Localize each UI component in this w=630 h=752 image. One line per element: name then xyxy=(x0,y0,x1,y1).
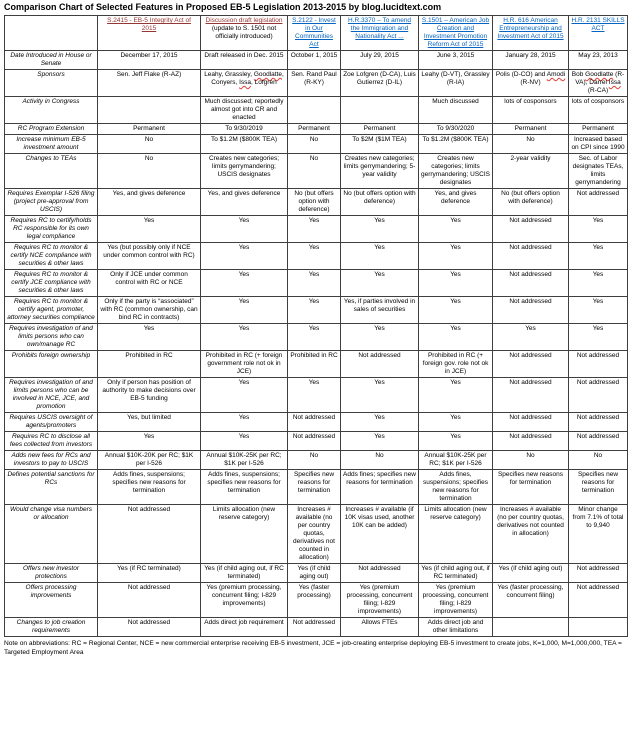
data-cell: No xyxy=(288,154,341,189)
data-cell: Increases # available (if 10K visas used, another 10K can be added) xyxy=(341,505,419,564)
data-cell: Creates new categories; limits gerrymandering; 5-year validity xyxy=(341,154,419,189)
table-row xyxy=(5,297,628,324)
data-cell: Yes (if RC terminated) xyxy=(98,564,201,583)
data-cell: Yes xyxy=(569,270,628,297)
data-cell: Not addressed xyxy=(493,297,569,324)
data-cell: Yes xyxy=(201,270,288,297)
table-row xyxy=(5,135,628,154)
corner-cell xyxy=(5,16,98,51)
row-label-cell: Requires RC to disclose all fees collected from investors xyxy=(5,432,98,451)
data-cell: Permanent xyxy=(493,124,569,135)
data-cell: Sec. of Labor designates TEAs, limits gerrymandering xyxy=(569,154,628,189)
row-label-cell: Requires RC to certify/holds RC responsible for its own legal compliance xyxy=(5,216,98,243)
row-label-cell: Changes to TEAs xyxy=(5,154,98,189)
header-row xyxy=(5,16,628,51)
data-cell: Yes xyxy=(98,216,201,243)
data-cell: Yes (faster processing) xyxy=(288,583,341,618)
data-cell: Yes xyxy=(201,216,288,243)
table-row xyxy=(5,324,628,351)
data-cell: To 9/30/2020 xyxy=(419,124,493,135)
data-cell: lots of cosponsors xyxy=(493,97,569,124)
data-cell: 2-year validity xyxy=(493,154,569,189)
data-cell: Only if person has position of authority to make decisions over EB-5 funding xyxy=(98,378,201,413)
data-cell: Adds direct job requirement xyxy=(201,618,288,637)
data-cell: Yes xyxy=(341,432,419,451)
legislation-header-cell xyxy=(341,16,419,51)
data-cell: Not addressed xyxy=(569,432,628,451)
legislation-link[interactable]: Discussion draft legislation xyxy=(205,17,283,24)
row-label-cell: Adds new fees for RCs and investors to pay to USCIS xyxy=(5,451,98,470)
row-label-cell: Sponsors xyxy=(5,70,98,97)
abbreviations-note: Note on abbreviations: RC = Regional Center, NCE = new commercial enterprise receiving EB-5 investment, JCE = job-creating enterprise deploying EB-5 investment to create jobs, K=1,000, M=1,000,000, TEA = Targeted Employment Area xyxy=(4,640,622,656)
data-cell: Yes xyxy=(569,297,628,324)
data-cell: Bob Goodlatte (R-VA), Darrel Issa (R-CA) xyxy=(569,70,628,97)
data-cell: Yes xyxy=(288,324,341,351)
data-cell: Not addressed xyxy=(493,216,569,243)
data-cell: lots of cosponsors xyxy=(569,97,628,124)
data-cell: Yes xyxy=(341,243,419,270)
legislation-header-cell xyxy=(201,16,288,51)
data-cell: To $1.2M ($800K TEA) xyxy=(419,135,493,154)
row-label-cell: Requires Exemplar I-526 filing (project pre-approval from USCIS) xyxy=(5,189,98,216)
row-label-cell: Offers processing improvements xyxy=(5,583,98,618)
data-cell xyxy=(493,618,569,637)
legislation-link[interactable]: H.R. 616 American Entrepreneurship and Investment Act of 2015 xyxy=(497,17,564,40)
data-cell: Limits allocation (new reserve category) xyxy=(201,505,288,564)
row-label-cell: Date Introduced in House or Senate xyxy=(5,51,98,70)
data-cell: Sen. Rand Paul (R-KY) xyxy=(288,70,341,97)
row-label-cell: Defines potential sanctions for RCs xyxy=(5,470,98,505)
data-cell: Yes xyxy=(419,243,493,270)
data-cell: Yes xyxy=(201,297,288,324)
data-cell: Yes xyxy=(341,270,419,297)
data-cell: No xyxy=(493,451,569,470)
data-cell: Increases # available (no per country quotas, derivatives not counted in allocation) xyxy=(493,505,569,564)
data-cell: Yes xyxy=(201,378,288,413)
legislation-header-cell xyxy=(98,16,201,51)
row-label-cell: RC Program Extension xyxy=(5,124,98,135)
data-cell: No xyxy=(341,451,419,470)
data-cell: Specifies new reasons for termination xyxy=(288,470,341,505)
legislation-header-cell xyxy=(569,16,628,51)
data-cell: Prohibited in RC (+ foreign gov. role not ok in JCE) xyxy=(419,351,493,378)
table-row xyxy=(5,189,628,216)
data-cell: Adds fines; specifies new reasons for termination xyxy=(341,470,419,505)
data-cell: Yes xyxy=(419,297,493,324)
data-cell: Yes (if child aging out) xyxy=(288,564,341,583)
data-cell: Yes xyxy=(419,324,493,351)
data-cell: Not addressed xyxy=(493,270,569,297)
data-cell: Yes xyxy=(419,270,493,297)
data-cell: Yes, but limited xyxy=(98,413,201,432)
data-cell: No xyxy=(288,451,341,470)
header-note: (update to S. 1501 not officially introduced) xyxy=(211,25,277,40)
data-cell: Much discussed; reportedly almost got into CR and enacted xyxy=(201,97,288,124)
row-label-cell: Changes to job creation requirements xyxy=(5,618,98,637)
data-cell: No xyxy=(569,451,628,470)
data-cell: Polis (D-CO) and Amodi (R-NV) xyxy=(493,70,569,97)
data-cell: Adds fines, suspensions; specifies new reasons for termination xyxy=(419,470,493,505)
data-cell: Yes xyxy=(288,243,341,270)
data-cell: No xyxy=(98,135,201,154)
data-cell: Only if the party is “associated” with RC (common ownership, can bind RC in contracts) xyxy=(98,297,201,324)
data-cell: Yes (but possibly only if NCE under common control with RC) xyxy=(98,243,201,270)
data-cell: Not addressed xyxy=(493,432,569,451)
data-cell: Yes (premium processing, concurrent filing; I-829 improvements) xyxy=(201,583,288,618)
data-cell: Specifies new reasons for termination xyxy=(493,470,569,505)
data-cell: Not addressed xyxy=(493,351,569,378)
data-cell: Not addressed xyxy=(569,564,628,583)
data-cell: Yes xyxy=(569,324,628,351)
data-cell: Zoe Lofgren (D-CA), Luis Gutierrez (D-IL) xyxy=(341,70,419,97)
table-row xyxy=(5,51,628,70)
row-label-cell: Would change visa numbers or allocation xyxy=(5,505,98,564)
data-cell: Yes, and gives deference xyxy=(201,189,288,216)
data-cell: Yes (if child aging out, if RC terminated) xyxy=(419,564,493,583)
legislation-link[interactable]: S.2122 - Invest in Our Communities Act xyxy=(292,17,336,48)
data-cell: Yes xyxy=(201,432,288,451)
data-cell: Yes xyxy=(419,432,493,451)
data-cell: Allows FTEs xyxy=(341,618,419,637)
row-label-cell: Requires RC to monitor & certify JCE compliance with securities & other laws xyxy=(5,270,98,297)
data-cell xyxy=(98,97,201,124)
data-cell: Not addressed xyxy=(288,618,341,637)
data-cell: Leahy (D-VT), Grassley (R-IA) xyxy=(419,70,493,97)
data-cell: Not addressed xyxy=(98,583,201,618)
data-cell: Yes xyxy=(569,243,628,270)
data-cell: Annual $10K-25K per RC; $1K per I-526 xyxy=(201,451,288,470)
data-cell: Permanent xyxy=(569,124,628,135)
data-cell: December 17, 2015 xyxy=(98,51,201,70)
legislation-link[interactable]: H.R. 2131 SKILLS ACT xyxy=(571,17,625,32)
legislation-link[interactable]: H.R.3370 – To amend the Immigration and Nationality Act ... xyxy=(347,17,412,40)
data-cell: Not addressed xyxy=(288,413,341,432)
data-cell: Not addressed xyxy=(569,189,628,216)
data-cell: Yes xyxy=(341,216,419,243)
table-row xyxy=(5,470,628,505)
data-cell: Increased based on CPI since 1990 xyxy=(569,135,628,154)
data-cell: Yes xyxy=(201,324,288,351)
data-cell: Creates new categories; limits gerrymandering; USCIS designates xyxy=(201,154,288,189)
data-cell: Yes xyxy=(419,216,493,243)
page-title: Comparison Chart of Selected Features in Proposed EB-5 Legislation 2013-2015 by blog.lucidtext.com xyxy=(4,2,442,12)
data-cell: June 3, 2015 xyxy=(419,51,493,70)
table-row xyxy=(5,216,628,243)
data-cell: Yes xyxy=(341,324,419,351)
legislation-header-cell xyxy=(288,16,341,51)
data-cell: Yes xyxy=(419,413,493,432)
row-label-cell: Activity in Congress xyxy=(5,97,98,124)
row-label-cell: Requires investigation of and limits persons who can be involved in NCE, JCE, and promotion xyxy=(5,378,98,413)
table-row xyxy=(5,432,628,451)
data-cell: Adds fines, suspensions; specifies new reasons for termination xyxy=(98,470,201,505)
data-cell: No xyxy=(98,154,201,189)
spellcheck-underline: Goodlatte xyxy=(585,71,614,78)
data-cell: Increases # available (no per country quotas, derivatives not counted in allocation) xyxy=(288,505,341,564)
data-cell: Not addressed xyxy=(493,413,569,432)
data-cell: To 9/30/2019 xyxy=(201,124,288,135)
data-cell: No xyxy=(493,135,569,154)
data-cell: Not addressed xyxy=(493,378,569,413)
data-cell: Permanent xyxy=(288,124,341,135)
data-cell: July 29, 2015 xyxy=(341,51,419,70)
comparison-table-body xyxy=(5,16,628,637)
table-row xyxy=(5,154,628,189)
row-label-cell: Requires USCIS oversight of agents/promoters xyxy=(5,413,98,432)
table-row xyxy=(5,413,628,432)
data-cell: Prohibited in RC xyxy=(98,351,201,378)
table-row xyxy=(5,451,628,470)
comparison-table xyxy=(4,15,628,637)
data-cell: No (but offers option with deference) xyxy=(341,189,419,216)
table-row xyxy=(5,70,628,97)
data-cell: Yes xyxy=(288,216,341,243)
data-cell: Not addressed xyxy=(341,351,419,378)
table-row xyxy=(5,378,628,413)
data-cell: Yes xyxy=(341,413,419,432)
table-row xyxy=(5,618,628,637)
data-cell: Yes xyxy=(341,378,419,413)
data-cell: Annual $10K-25K per RC; $1K per I-526 xyxy=(419,451,493,470)
data-cell: Leahy, Grassley, Goodlatte, Conyers, Issa, Lofgren xyxy=(201,70,288,97)
data-cell: Not addressed xyxy=(569,378,628,413)
data-cell: Yes, and gives deference xyxy=(419,189,493,216)
data-cell: Yes, if parties involved in sales of securities xyxy=(341,297,419,324)
data-cell xyxy=(288,97,341,124)
row-label-cell: Offers new investor protections xyxy=(5,564,98,583)
data-cell: No (but offers option with deference) xyxy=(288,189,341,216)
data-cell: Minor change from 7.1% of total to 9,940 xyxy=(569,505,628,564)
data-cell: Prohibited in RC xyxy=(288,351,341,378)
data-cell: Not addressed xyxy=(288,432,341,451)
data-cell: To $2M ($1M TEA) xyxy=(341,135,419,154)
legislation-link[interactable]: S.1501 – American Job Creation and Investment Promotion Reform Act of 2015 xyxy=(421,17,490,48)
spellcheck-underline: Amodi xyxy=(546,71,566,78)
row-label-cell: Prohibits foreign ownership xyxy=(5,351,98,378)
data-cell: Not addressed xyxy=(569,413,628,432)
spellcheck-underline: Issa xyxy=(608,79,621,86)
legislation-link[interactable]: S.2415 - EB-5 Integrity Act of 2015 xyxy=(107,17,191,32)
table-row xyxy=(5,583,628,618)
table-row xyxy=(5,505,628,564)
data-cell: Not addressed xyxy=(341,564,419,583)
data-cell: Yes (premium processing, concurrent filing; I-829 improvements) xyxy=(419,583,493,618)
data-cell: Limits allocation (new reserve category) xyxy=(419,505,493,564)
spellcheck-underline: Issa xyxy=(239,79,252,86)
data-cell: Creates new categories; limits gerrymandering; USCIS designates xyxy=(419,154,493,189)
data-cell: To $1.2M ($800K TEA) xyxy=(201,135,288,154)
data-cell: Adds direct job and other limitations xyxy=(419,618,493,637)
data-cell: Yes (faster processing, concurrent filing) xyxy=(493,583,569,618)
data-cell: January 28, 2015 xyxy=(493,51,569,70)
data-cell: Yes xyxy=(98,324,201,351)
row-label-cell: Requires RC to monitor & certify NCE compliance with securities & other laws xyxy=(5,243,98,270)
data-cell: May 23, 2013 xyxy=(569,51,628,70)
data-cell: Specifies new reasons for termination xyxy=(569,470,628,505)
data-cell: Yes xyxy=(493,324,569,351)
data-cell: Permanent xyxy=(98,124,201,135)
data-cell: Yes xyxy=(569,216,628,243)
data-cell: Not addressed xyxy=(98,505,201,564)
data-cell: Only if JCE under common control with RC or NCE xyxy=(98,270,201,297)
data-cell: Adds fines, suspensions; specifies new reasons for termination xyxy=(201,470,288,505)
data-cell: Yes xyxy=(98,432,201,451)
data-cell: Not addressed xyxy=(569,583,628,618)
data-cell: Not addressed xyxy=(98,618,201,637)
row-label-cell: Requires RC to monitor & certify agent, promoter, attorney securities compliance xyxy=(5,297,98,324)
data-cell xyxy=(569,618,628,637)
legislation-header-cell xyxy=(419,16,493,51)
data-cell xyxy=(341,97,419,124)
table-row xyxy=(5,124,628,135)
data-cell: Not addressed xyxy=(493,243,569,270)
data-cell: No xyxy=(288,135,341,154)
data-cell: Prohibited in RC (+ foreign government role not ok in JCE) xyxy=(201,351,288,378)
spellcheck-underline: Goodlatte xyxy=(253,71,282,78)
legislation-header-cell xyxy=(493,16,569,51)
row-label-cell: Increase minimum EB-5 investment amount xyxy=(5,135,98,154)
data-cell: October 1, 2015 xyxy=(288,51,341,70)
table-row xyxy=(5,351,628,378)
data-cell: Yes (if child aging out) xyxy=(493,564,569,583)
table-row xyxy=(5,97,628,124)
data-cell: Yes xyxy=(419,378,493,413)
data-cell: Yes (premium processing, concurrent filing; I-829 improvements) xyxy=(341,583,419,618)
data-cell: Permanent xyxy=(341,124,419,135)
data-cell: Yes xyxy=(288,378,341,413)
data-cell: Not addressed xyxy=(569,351,628,378)
table-row xyxy=(5,564,628,583)
data-cell: No (but offers option with deference) xyxy=(493,189,569,216)
data-cell: Yes (if child aging out, if RC terminated) xyxy=(201,564,288,583)
data-cell: Draft released in Dec. 2015 xyxy=(201,51,288,70)
data-cell: Yes xyxy=(288,297,341,324)
data-cell: Yes, and gives deference xyxy=(98,189,201,216)
table-row xyxy=(5,243,628,270)
data-cell: Yes xyxy=(288,270,341,297)
data-cell: Yes xyxy=(201,243,288,270)
data-cell: Yes xyxy=(201,413,288,432)
data-cell: Annual $10K-20K per RC; $1K per I-526 xyxy=(98,451,201,470)
row-label-cell: Requires investigation of and limits persons who can own/manage RC xyxy=(5,324,98,351)
table-row xyxy=(5,270,628,297)
data-cell: Much discussed xyxy=(419,97,493,124)
data-cell: Sen. Jeff Flake (R-AZ) xyxy=(98,70,201,97)
